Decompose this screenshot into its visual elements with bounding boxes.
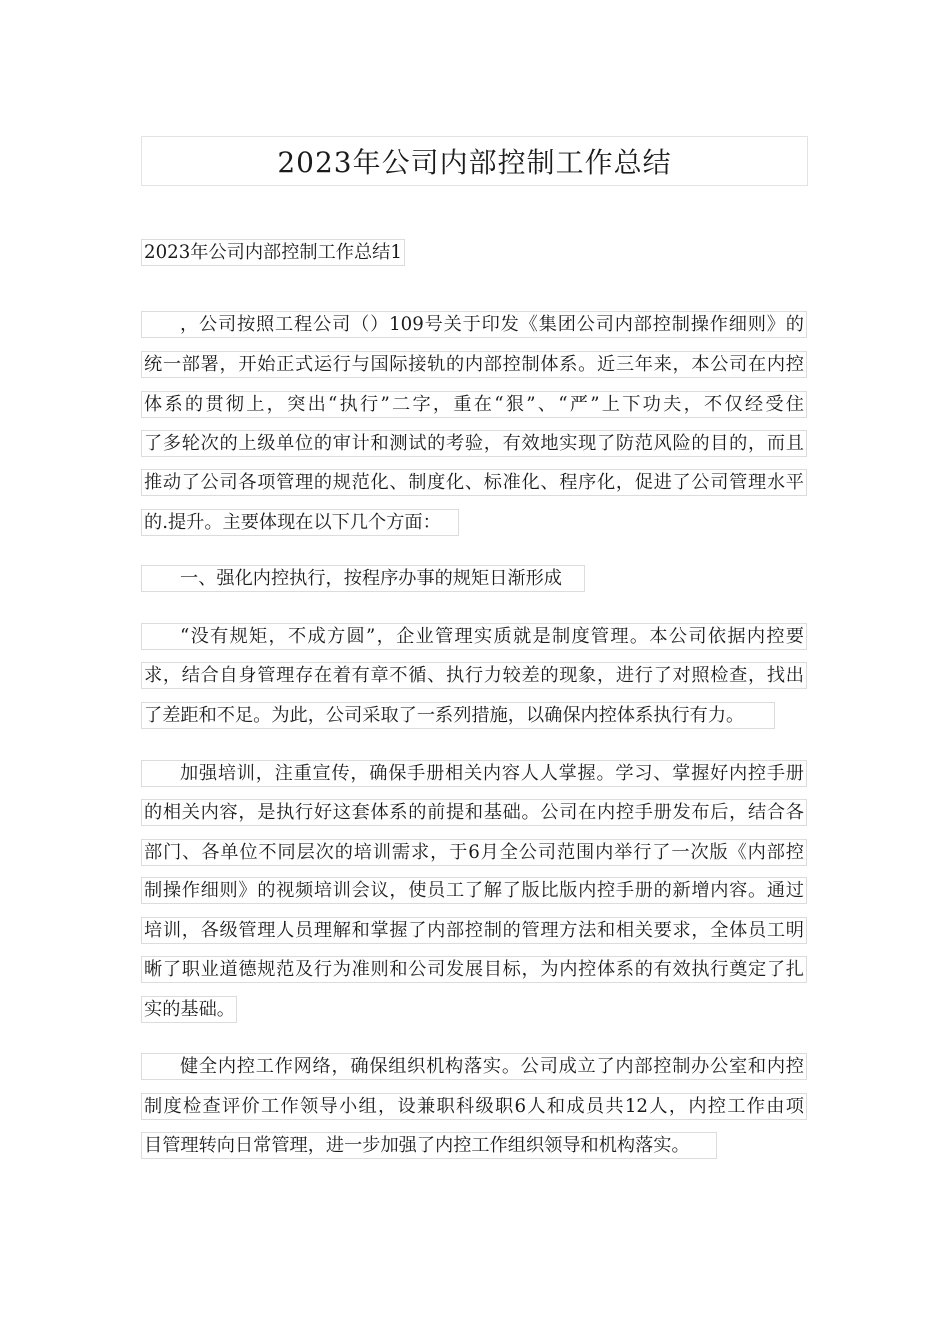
paragraph-line: 的相关内容，是执行好这套体系的前提和基础。公司在内控手册发布后，结合各 (141, 799, 807, 826)
document-title: 2023年公司内部控制工作总结 (141, 136, 808, 186)
paragraph-line: ，公司按照工程公司（）109号关于印发《集团公司内部控制操作细则》的 (141, 311, 807, 338)
paragraph-line: 培训，各级管理人员理解和掌握了内部控制的管理方法和相关要求，全体员工明 (141, 917, 807, 944)
paragraph-line: 制操作细则》的视频培训会议，使员工了解了版比版内控手册的新增内容。通过 (141, 877, 807, 904)
paragraph-line: 一、强化内控执行，按程序办事的规矩日渐形成 (141, 565, 585, 592)
paragraph-line: 统一部署，开始正式运行与国际接轨的内部控制体系。近三年来，本公司在内控 (141, 351, 807, 378)
paragraph-line: 加强培训，注重宣传，确保手册相关内容人人掌握。学习、掌握好内控手册 (141, 760, 807, 787)
paragraph-line: 体系的贯彻上，突出“执行”二字，重在“狠”、“严”上下功夫，不仅经受住 (141, 391, 807, 418)
paragraph-line: 部门、各单位不同层次的培训需求，于6月全公司范围内举行了一次版《内部控 (141, 839, 807, 866)
paragraph-line: 健全内控工作网络，确保组织机构落实。公司成立了内部控制办公室和内控 (141, 1053, 807, 1080)
paragraph-line: 推动了公司各项管理的规范化、制度化、标准化、程序化，促进了公司管理水平 (141, 469, 807, 496)
paragraph-line: 晰了职业道德规范及行为准则和公司发展目标，为内控体系的有效执行奠定了扎 (141, 956, 807, 983)
paragraph-line: 实的基础。 (141, 996, 237, 1023)
paragraph-line: 求，结合自身管理存在着有章不循、执行力较差的现象，进行了对照检查，找出 (141, 662, 807, 689)
paragraph-line: 了多轮次的上级单位的审计和测试的考验，有效地实现了防范风险的目的，而且 (141, 430, 807, 457)
section-heading: 2023年公司内部控制工作总结1 (141, 239, 405, 266)
paragraph-line: 制度检查评价工作领导小组，设兼职科级职6人和成员共12人，内控工作由项 (141, 1093, 807, 1120)
paragraph-line: “没有规矩，不成方圆”，企业管理实质就是制度管理。本公司依据内控要 (141, 623, 807, 650)
paragraph-line: 的.提升。主要体现在以下几个方面： (141, 509, 459, 536)
paragraph-line: 了差距和不足。为此，公司采取了一系列措施，以确保内控体系执行有力。 (141, 702, 775, 729)
paragraph-line: 目管理转向日常管理，进一步加强了内控工作组织领导和机构落实。 (141, 1132, 717, 1159)
